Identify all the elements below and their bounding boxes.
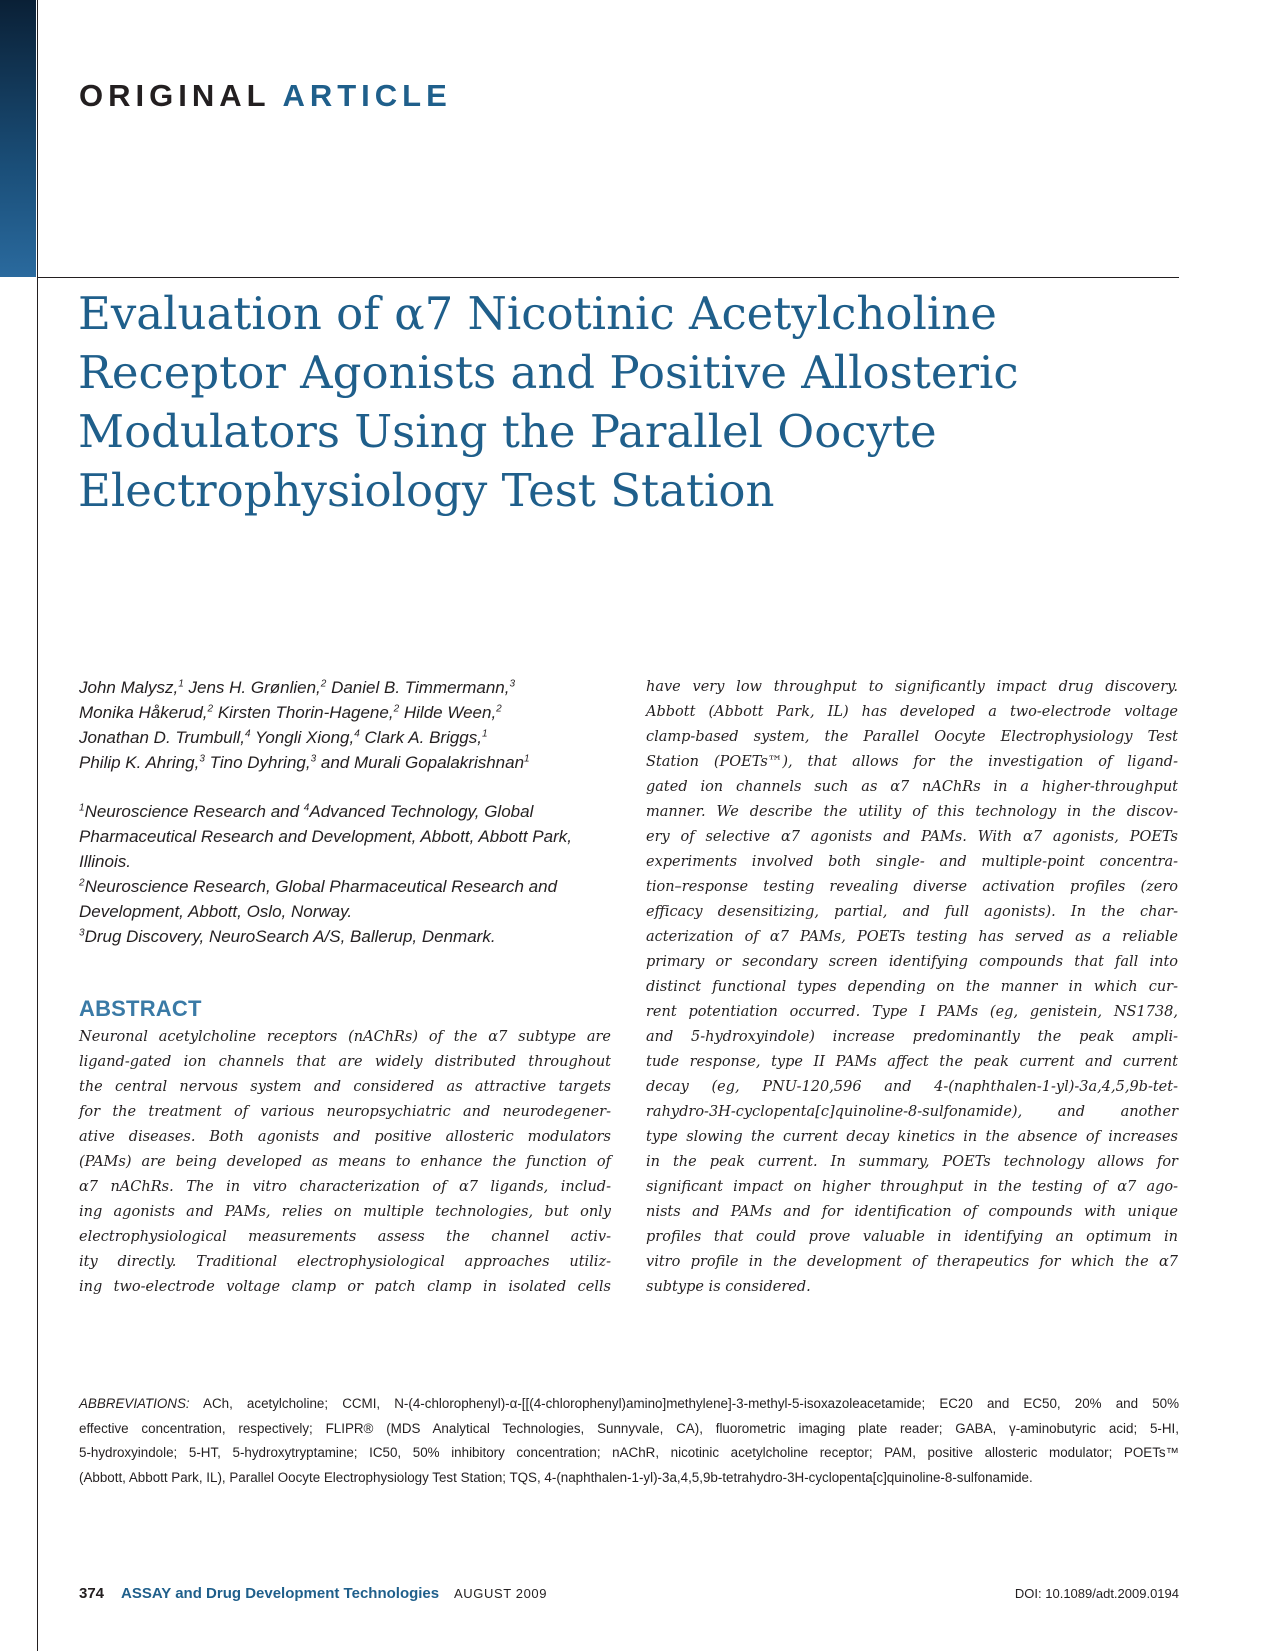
abstract-line: experiments involved both single- and multiple-point concentra- (646, 854, 1178, 870)
author-name: and Murali Gopalakrishnan (320, 753, 525, 772)
author-affiliation-mark: 3 (310, 753, 317, 765)
affiliation-mark: 1 (79, 802, 85, 814)
author-list (79, 675, 619, 775)
author-line (79, 725, 619, 750)
author-affiliation-mark: 4 (244, 728, 251, 740)
abstract-line: Station (POETs™), that allows for the investigation of ligand- (646, 754, 1178, 770)
abstract-line: Neuronal acetylcholine receptors (nAChRs) of the α7 subtype are (79, 1029, 611, 1045)
abstract-line: primary or secondary screen identifying compounds that fall into (646, 954, 1178, 970)
affiliation-line: Illinois. (79, 852, 131, 871)
affiliation-mark: 2 (79, 877, 85, 889)
article-title (78, 284, 1158, 520)
abstract-line: nists and PAMs and for identification of compounds with unique (646, 1204, 1178, 1220)
author-name: Jonathan D. Trumbull, (79, 728, 245, 747)
journal-name: ASSAY and Drug Development Technologies (121, 1585, 440, 1602)
abstract-line: in the peak current. In summary, POETs technology allows for (646, 1154, 1178, 1170)
abstract-line: ery of selective α7 agonists and PAMs. With α7 agonists, POETs (646, 829, 1178, 845)
abstract-line: rahydro-3H-cyclopenta[c]quinoline-8-sulfonamide), and another (646, 1104, 1178, 1120)
author-affiliation-mark: 3 (509, 678, 516, 690)
affiliation-text: Advanced Technology, Global (309, 802, 534, 821)
abstract-line: vitro profile in the development of therapeutics for which the α7 (646, 1254, 1178, 1270)
abstract-heading: ABSTRACT (79, 996, 202, 1021)
title-line: Receptor Agonists and Positive Allosteric (78, 346, 1019, 399)
title-divider (37, 277, 1179, 278)
author-line (79, 700, 619, 725)
abstract-line: ative diseases. Both agonists and positive allosteric modulators (79, 1129, 611, 1145)
page-footer (79, 1585, 1179, 1607)
abstract-line: α7 nAChRs. The in vitro characterization of α7 ligands, includ- (79, 1179, 611, 1195)
author-affiliation-mark: 4 (354, 728, 360, 740)
abstract-column-left (79, 1025, 611, 1300)
affiliation-mark: 3 (79, 927, 85, 939)
author-affiliation-mark: 2 (496, 703, 502, 715)
abbreviations-label: ABBREVIATIONS: (79, 1396, 190, 1411)
author-name: John Malysz, (79, 678, 179, 697)
author-line (79, 675, 619, 700)
title-line: Modulators Using the Parallel Oocyte (78, 405, 937, 458)
author-affiliation-mark: 2 (207, 703, 214, 715)
abstract-line: rent potentiation occurred. Type I PAMs (eg, genistein, NS1738, (646, 1004, 1178, 1020)
author-name: Philip K. Ahring, (79, 753, 200, 772)
affiliation-list (79, 799, 619, 949)
author-name: Tino Dyhring, (209, 753, 311, 772)
abstract-line: decay (eg, PNU-120,596 and 4-(naphthalen-1-yl)-3a,4,5,9b-tet- (646, 1079, 1178, 1095)
abbreviations-line: effective concentration, respectively; FLIPR® (MDS Analytical Technologies, Sunnyvale, CA), fluorometric imaging plate reader; GABA, γ-aminobutyric acid; 5-HI, (79, 1420, 1179, 1436)
author-name: Monika Håkerud, (79, 703, 208, 722)
abbreviations-line (79, 1392, 1179, 1417)
abstract-line: acterization of α7 PAMs, POETs testing has served as a reliable (646, 929, 1178, 945)
abstract-line: significant impact on higher throughput in the testing of α7 ago- (646, 1179, 1178, 1195)
abstract-line: (PAMs) are being developed as means to enhance the function of (79, 1154, 611, 1170)
kicker-article: ARTICLE (282, 78, 452, 113)
abstract-line: subtype is considered. (646, 1279, 811, 1295)
abstract-line: Abbott (Abbott Park, IL) has developed a two-electrode voltage (646, 704, 1178, 720)
left-margin-rule (37, 0, 38, 1651)
doi-link[interactable]: DOI: 10.1089/adt.2009.0194 (1014, 1586, 1179, 1601)
title-line: Evaluation of α7 Nicotinic Acetylcholine (78, 287, 997, 340)
issue-date: AUGUST 2009 (454, 1586, 548, 1601)
abbreviations-line: (Abbott, Abbott Park, IL), Parallel Oocyte Electrophysiology Test Station; TQS, 4-(naphthalen-1-yl)-3a,4,5,9b-tetrahydro-3H-cyclopenta[c]quinoline-8-sulfonamide. (79, 1469, 1033, 1485)
page-number: 374 (79, 1585, 105, 1602)
abbreviations-text: ACh, acetylcholine; CCMI, N-(4-chlorophenyl)-α-[[(4-chlorophenyl)amino]methylene]-3-methyl-5-isoxazoleacetamide; EC20 and EC50, 20% and 50% (189, 1396, 1179, 1411)
author-line (79, 750, 619, 775)
author-affiliation-mark: 1 (524, 753, 530, 765)
abstract-line: profiles that could prove valuable in identifying an optimum in (646, 1229, 1178, 1245)
affiliation-line (79, 924, 619, 949)
abstract-line: gated ion channels such as α7 nAChRs in a higher-throughput (646, 779, 1178, 795)
author-name: Daniel B. Timmermann, (331, 678, 510, 697)
affiliation-text: Neuroscience Research, Global Pharmaceutical Research and (84, 877, 558, 896)
author-name: Kirsten Thorin-Hagene, (217, 703, 394, 722)
abstract-line: the central nervous system and considered as attractive targets (79, 1079, 611, 1095)
affiliation-text: Neuroscience Research and (84, 802, 304, 821)
abstract-line: type slowing the current decay kinetics in the absence of increases (646, 1129, 1178, 1145)
affiliation-line (79, 874, 619, 899)
abstract-line: ligand-gated ion channels that are widely distributed throughout (79, 1054, 611, 1070)
abstract-line: and 5-hydroxyindole) increase predominantly the peak ampli- (646, 1029, 1178, 1045)
abstract-line: clamp-based system, the Parallel Oocyte Electrophysiology Test (646, 729, 1178, 745)
affiliation-line (79, 799, 619, 824)
author-affiliation-mark: 1 (178, 678, 184, 690)
abstract-line: tion–response testing revealing diverse activation profiles (zero (646, 879, 1178, 895)
abstract-column-right (646, 675, 1178, 1300)
author-affiliation-mark: 3 (199, 753, 205, 765)
abstract-line: have very low throughput to significantly impact drug discovery. (646, 679, 1178, 695)
abstract-line: manner. We describe the utility of this technology in the discov- (646, 804, 1178, 820)
abstract-line: for the treatment of various neuropsychiatric and neurodegener- (79, 1104, 611, 1120)
title-line: Electrophysiology Test Station (78, 464, 775, 517)
abstract-line: efficacy desensitizing, partial, and full agonists). In the char- (646, 904, 1178, 920)
abbreviations-block (79, 1392, 1179, 1490)
affiliation-mark: 4 (303, 802, 310, 814)
abbreviations-line: 5-hydroxyindole; 5-HT, 5-hydroxytryptamine; IC50, 50% inhibitory concentration; nAChR, nicotinic acetylcholine receptor; PAM, positive allosteric modulator; POETs™ (79, 1445, 1179, 1460)
affiliation-line: Pharmaceutical Research and Development, Abbott, Abbott Park, (79, 827, 572, 846)
author-name: Hilde Ween, (403, 703, 497, 722)
header-color-bar (0, 0, 36, 277)
abstract-line: tude response, type II PAMs affect the peak current and current (646, 1054, 1178, 1070)
abstract-line: ity directly. Traditional electrophysiological approaches utiliz- (79, 1254, 611, 1270)
author-affiliation-mark: 2 (320, 678, 327, 690)
author-affiliation-mark: 2 (393, 703, 400, 715)
author-name: Jens H. Grønlien, (188, 678, 321, 697)
author-name: Clark A. Briggs, (364, 728, 482, 747)
abstract-line: distinct functional types depending on the manner in which cur- (646, 979, 1178, 995)
affiliation-text: Drug Discovery, NeuroSearch A/S, Ballerup, Denmark. (84, 927, 496, 946)
abstract-line: electrophysiological measurements assess the channel activ- (79, 1229, 611, 1245)
section-kicker (79, 78, 452, 114)
kicker-original: ORIGINAL (79, 78, 270, 113)
author-affiliation-mark: 1 (481, 728, 488, 740)
affiliation-line: Development, Abbott, Oslo, Norway. (79, 902, 353, 921)
abstract-line: ing agonists and PAMs, relies on multiple technologies, but only (79, 1204, 611, 1220)
abstract-line: ing two-electrode voltage clamp or patch clamp in isolated cells (79, 1279, 611, 1295)
author-name: Yongli Xiong, (254, 728, 355, 747)
